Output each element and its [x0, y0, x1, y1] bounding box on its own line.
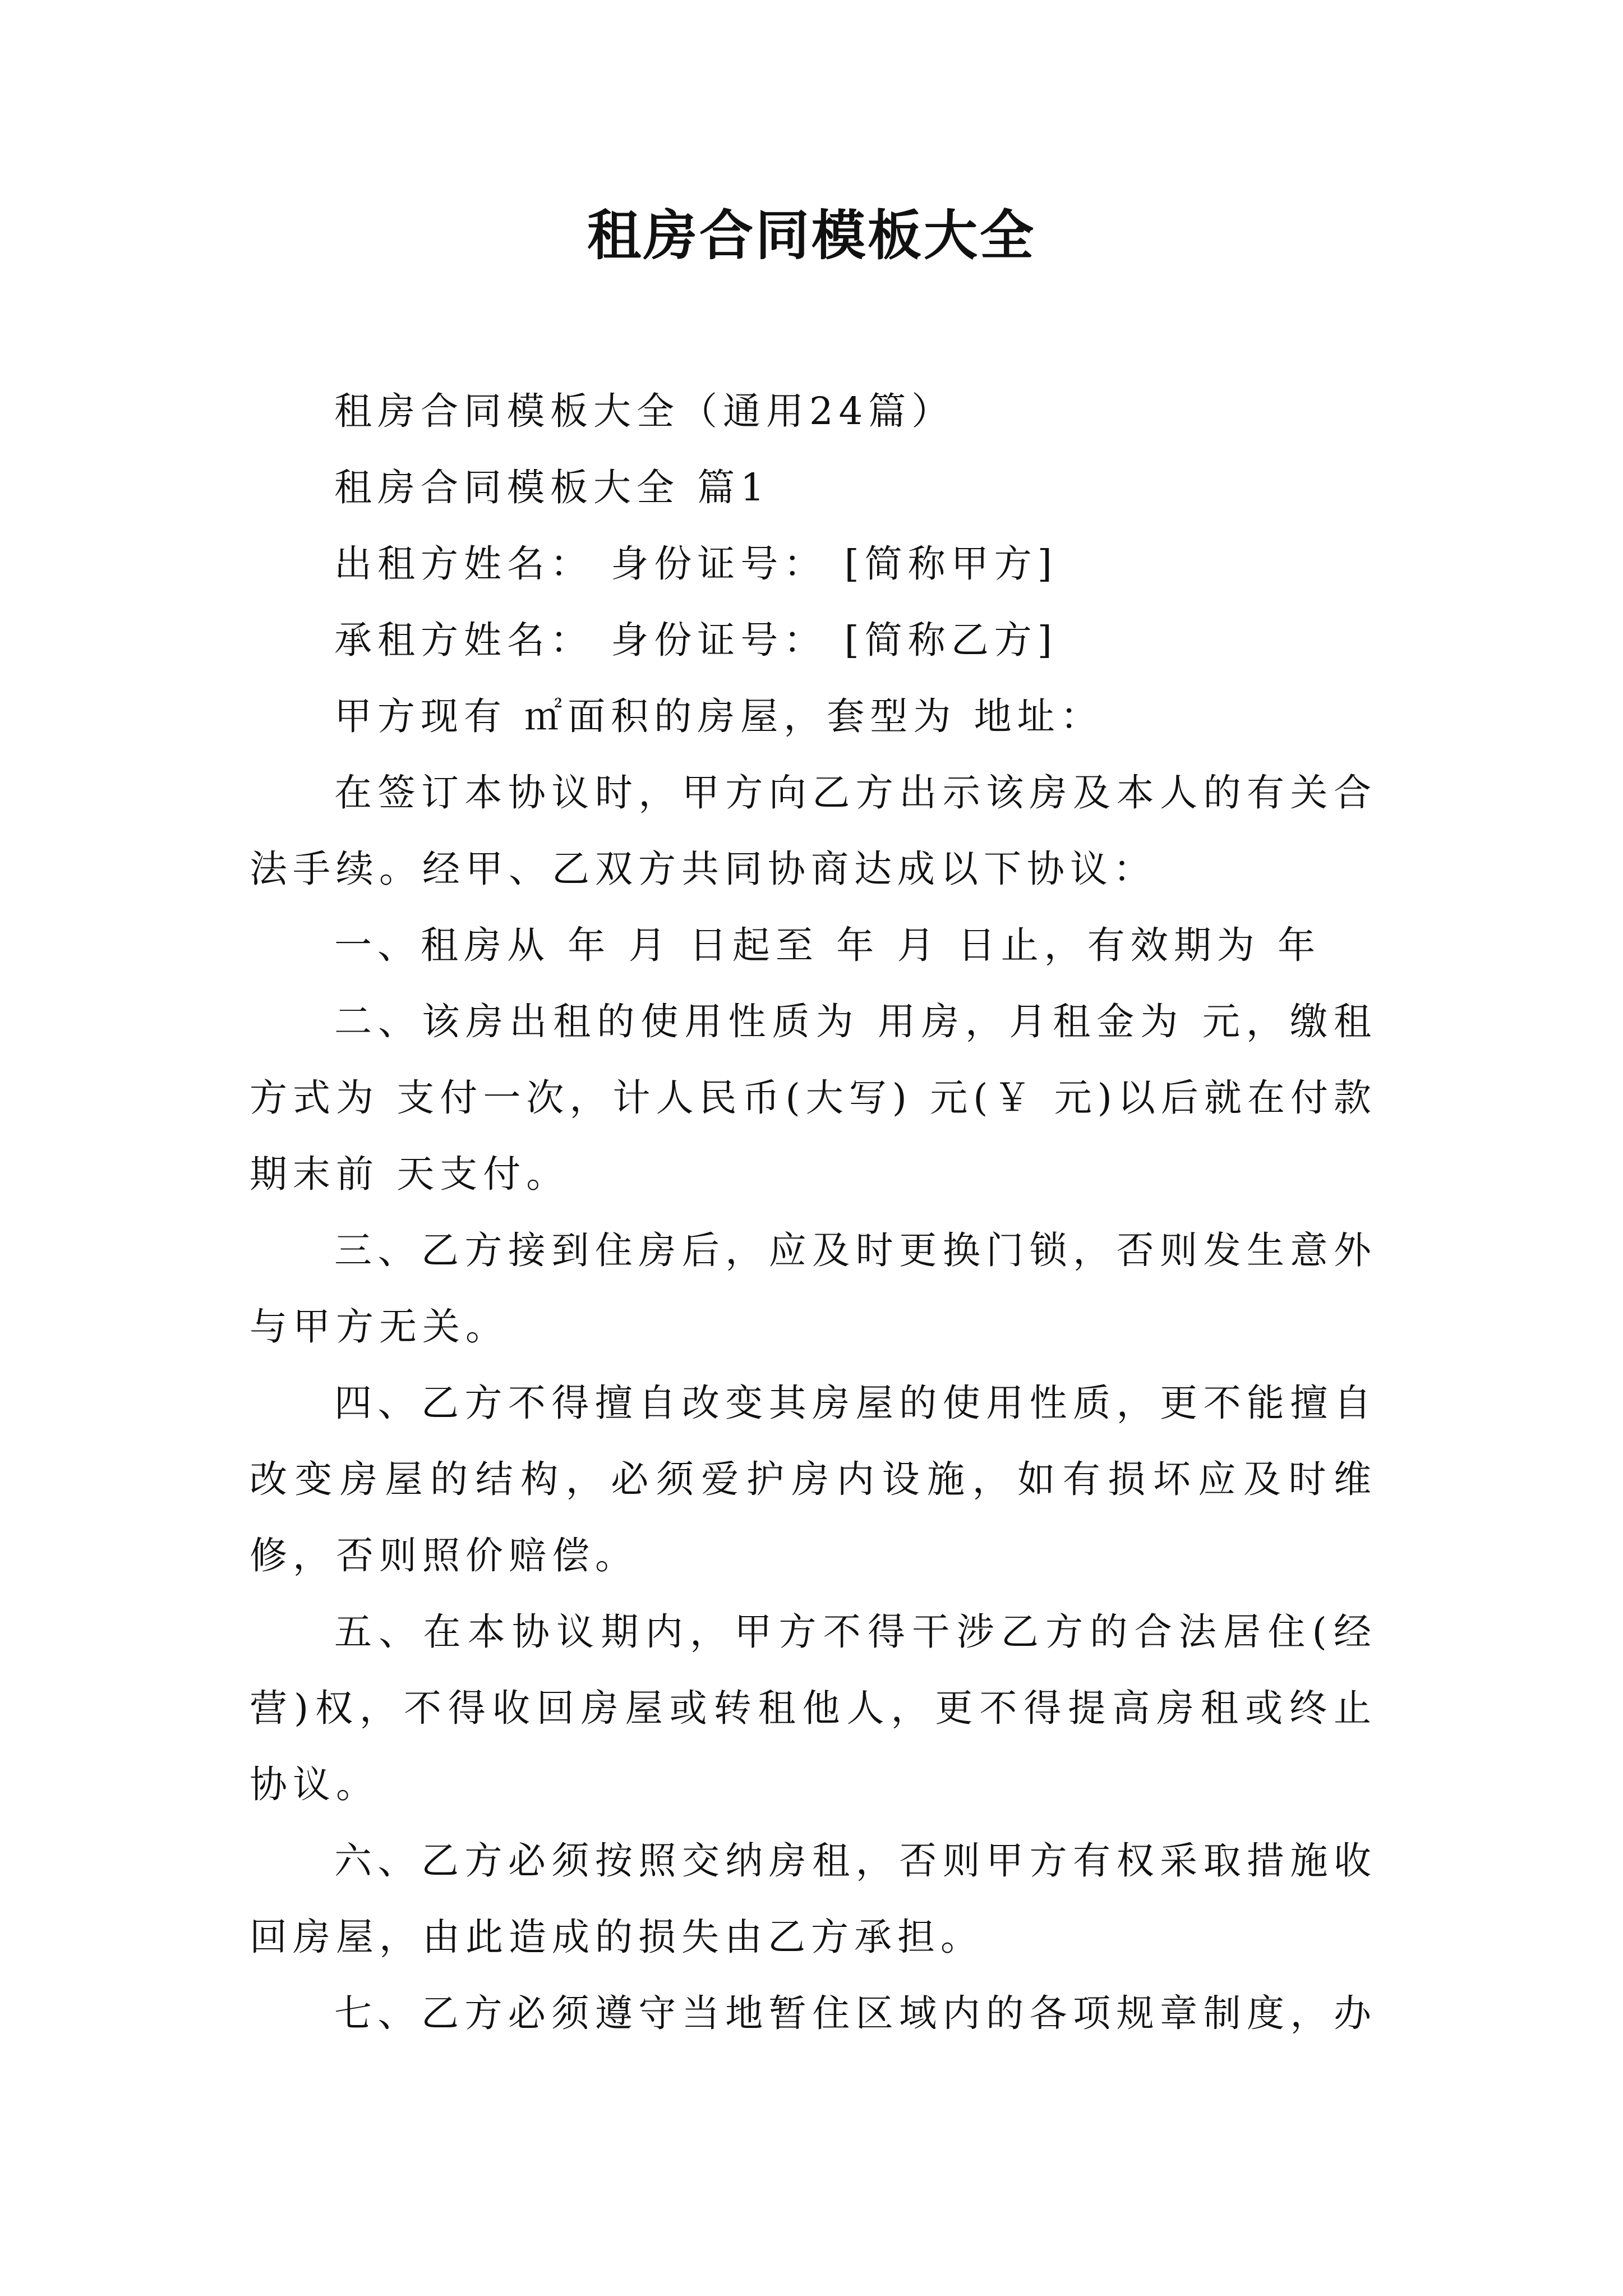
paragraph-lessee: 承租方姓名： 身份证号： [简称乙方] — [334, 618, 1058, 662]
paragraph-clause-3: 三、乙方接到住房后，应及时更换门锁，否则发生意外与甲方无关。 — [250, 1228, 1377, 1349]
paragraph-clause-4: 四、乙方不得擅自改变其房屋的使用性质，更不能擅自改变房屋的结构，必须爱护房内设施，如有损坏应及时维修，否则照价赔偿。 — [250, 1381, 1377, 1577]
document-title: 租房合同模板大全 — [587, 204, 1036, 267]
paragraph-clause-7: 七、乙方必须遵守当地暂住区域内的各项规章制度，办 — [334, 1991, 1377, 2035]
paragraph-clause-6: 六、乙方必须按照交纳房租，否则甲方有权采取措施收回房屋，由此造成的损失由乙方承担。 — [250, 1839, 1377, 1959]
paragraph-section-heading: 租房合同模板大全 篇1 — [334, 466, 770, 509]
paragraph-preamble: 在签订本协议时，甲方向乙方出示该房及本人的有关合法手续。经甲、乙双方共同协商达成以下协议： — [250, 771, 1377, 891]
paragraph-clause-1: 一、租房从 年 月 日起至 年 月 日止，有效期为 年 — [334, 923, 1321, 967]
document-body — [250, 373, 1377, 2051]
paragraph-lessor: 出租方姓名： 身份证号： [简称甲方] — [334, 542, 1058, 586]
paragraph-clause-5: 五、在本协议期内，甲方不得干涉乙方的合法居住(经营)权，不得收回房屋或转租他人，更不得提高房租或终止协议。 — [250, 1610, 1377, 1806]
paragraph-property: 甲方现有 ㎡面积的房屋，套型为 地址： — [334, 694, 1104, 738]
paragraph-subtitle: 租房合同模板大全（通用24篇） — [334, 389, 955, 433]
paragraph-clause-2: 二、该房出租的使用性质为 用房，月租金为 元，缴租方式为 支付一次，计人民币(大写) 元(￥ 元)以后就在付款期末前 天支付。 — [250, 1000, 1377, 1196]
